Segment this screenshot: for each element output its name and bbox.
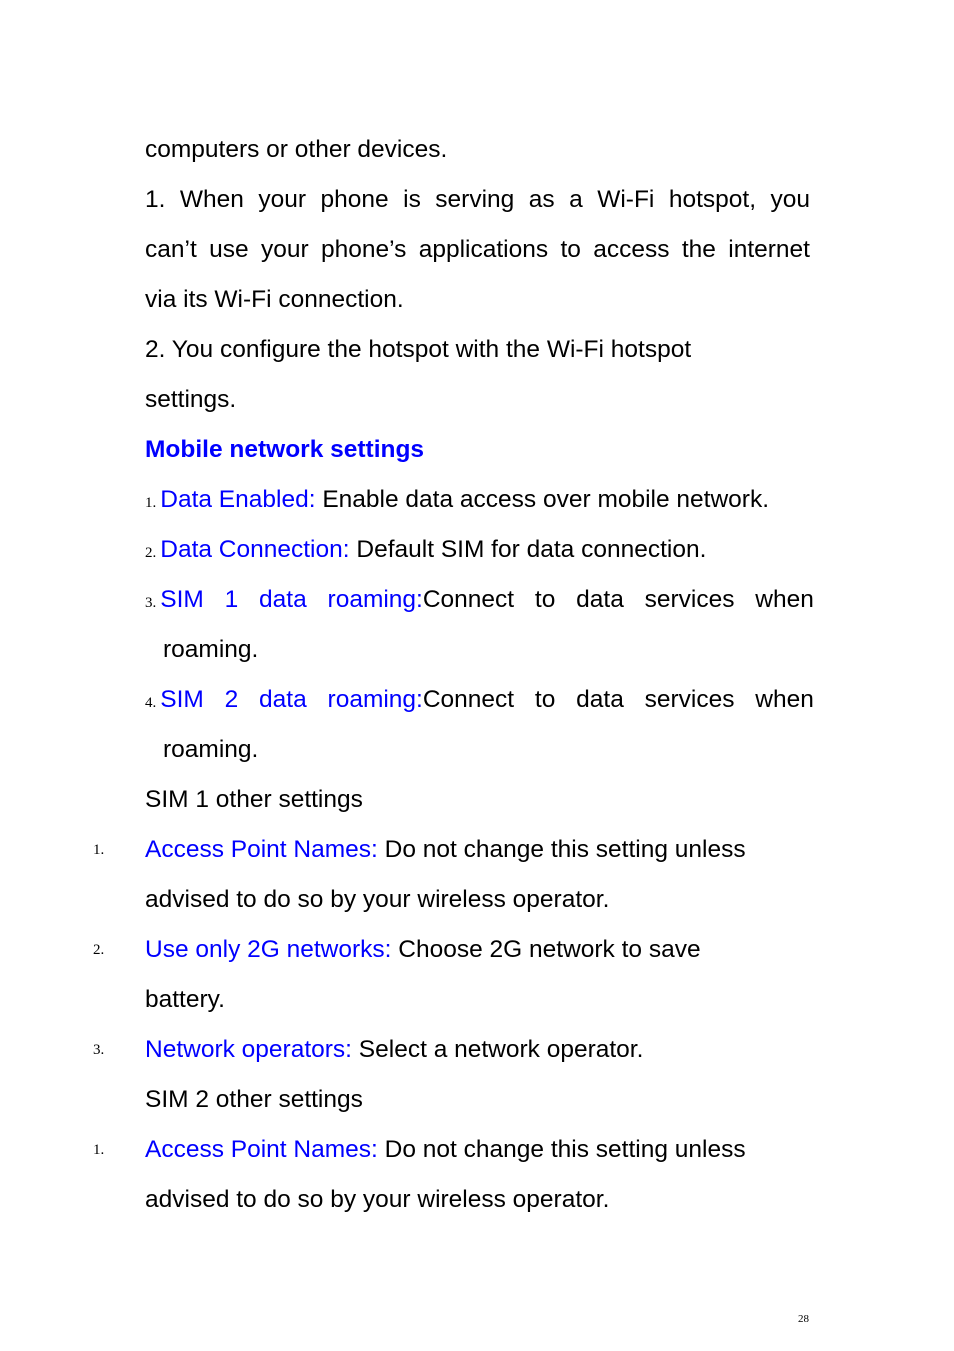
sim2-section-title: SIM 2 other settings <box>145 1086 363 1113</box>
intro-paragraph-2-line-2: settings. <box>145 386 237 413</box>
intro-paragraph-1-line-1: 1. When your phone is serving as a Wi-Fi hotspot, you <box>145 186 810 213</box>
list-number: 4. <box>145 695 157 711</box>
list-number: 3. <box>93 1042 105 1058</box>
list-item-continuation: roaming. <box>163 736 259 763</box>
list-item <box>145 535 706 568</box>
section-heading: Mobile network settings <box>145 436 425 463</box>
list-number: 2. <box>145 545 157 561</box>
list-item-continuation: advised to do so by your wireless operator. <box>145 886 610 913</box>
sim1-section-title: SIM 1 other settings <box>145 786 363 813</box>
setting-label: Data Enabled: <box>160 486 316 513</box>
list-item <box>145 485 769 518</box>
setting-label: SIM 2 data roaming: <box>160 686 423 713</box>
setting-label: SIM 1 data roaming: <box>160 586 423 613</box>
setting-description: Connect to data services when <box>422 586 814 613</box>
setting-description: Connect to data services when <box>422 686 814 713</box>
setting-description: Choose 2G network to save <box>391 936 701 963</box>
list-number: 2. <box>93 942 105 958</box>
setting-description: Do not change this setting unless <box>377 836 746 863</box>
page-number: 28 <box>798 1313 809 1325</box>
setting-label: Data Connection: <box>160 536 350 563</box>
setting-description: Enable data access over mobile network. <box>315 486 770 513</box>
list-item <box>145 685 814 718</box>
setting-label: Access Point Names: <box>145 1136 378 1163</box>
intro-line: computers or other devices. <box>145 136 448 163</box>
list-item <box>145 585 814 618</box>
intro-paragraph-1-line-2: can’t use your phone’s applications to access the internet <box>145 236 810 263</box>
list-number: 1. <box>93 1142 105 1158</box>
list-item-continuation: battery. <box>145 986 225 1013</box>
intro-paragraph-1-line-3: via its Wi-Fi connection. <box>145 286 404 313</box>
list-item <box>145 1135 746 1165</box>
list-item-continuation: roaming. <box>163 636 259 663</box>
setting-description: Do not change this setting unless <box>377 1136 746 1163</box>
list-number: 1. <box>93 842 105 858</box>
list-number: 3. <box>145 595 157 611</box>
setting-label: Network operators: <box>145 1036 352 1063</box>
list-item <box>145 935 701 965</box>
list-item <box>145 835 746 865</box>
list-number: 1. <box>145 495 157 511</box>
setting-description: Select a network operator. <box>351 1036 644 1063</box>
list-item <box>145 1035 643 1065</box>
list-item-continuation: advised to do so by your wireless operator. <box>145 1186 610 1213</box>
setting-description: Default SIM for data connection. <box>349 536 707 563</box>
setting-label: Access Point Names: <box>145 836 378 863</box>
intro-paragraph-2-line-1: 2. You configure the hotspot with the Wi-Fi hotspot <box>145 336 692 363</box>
setting-label: Use only 2G networks: <box>145 936 392 963</box>
